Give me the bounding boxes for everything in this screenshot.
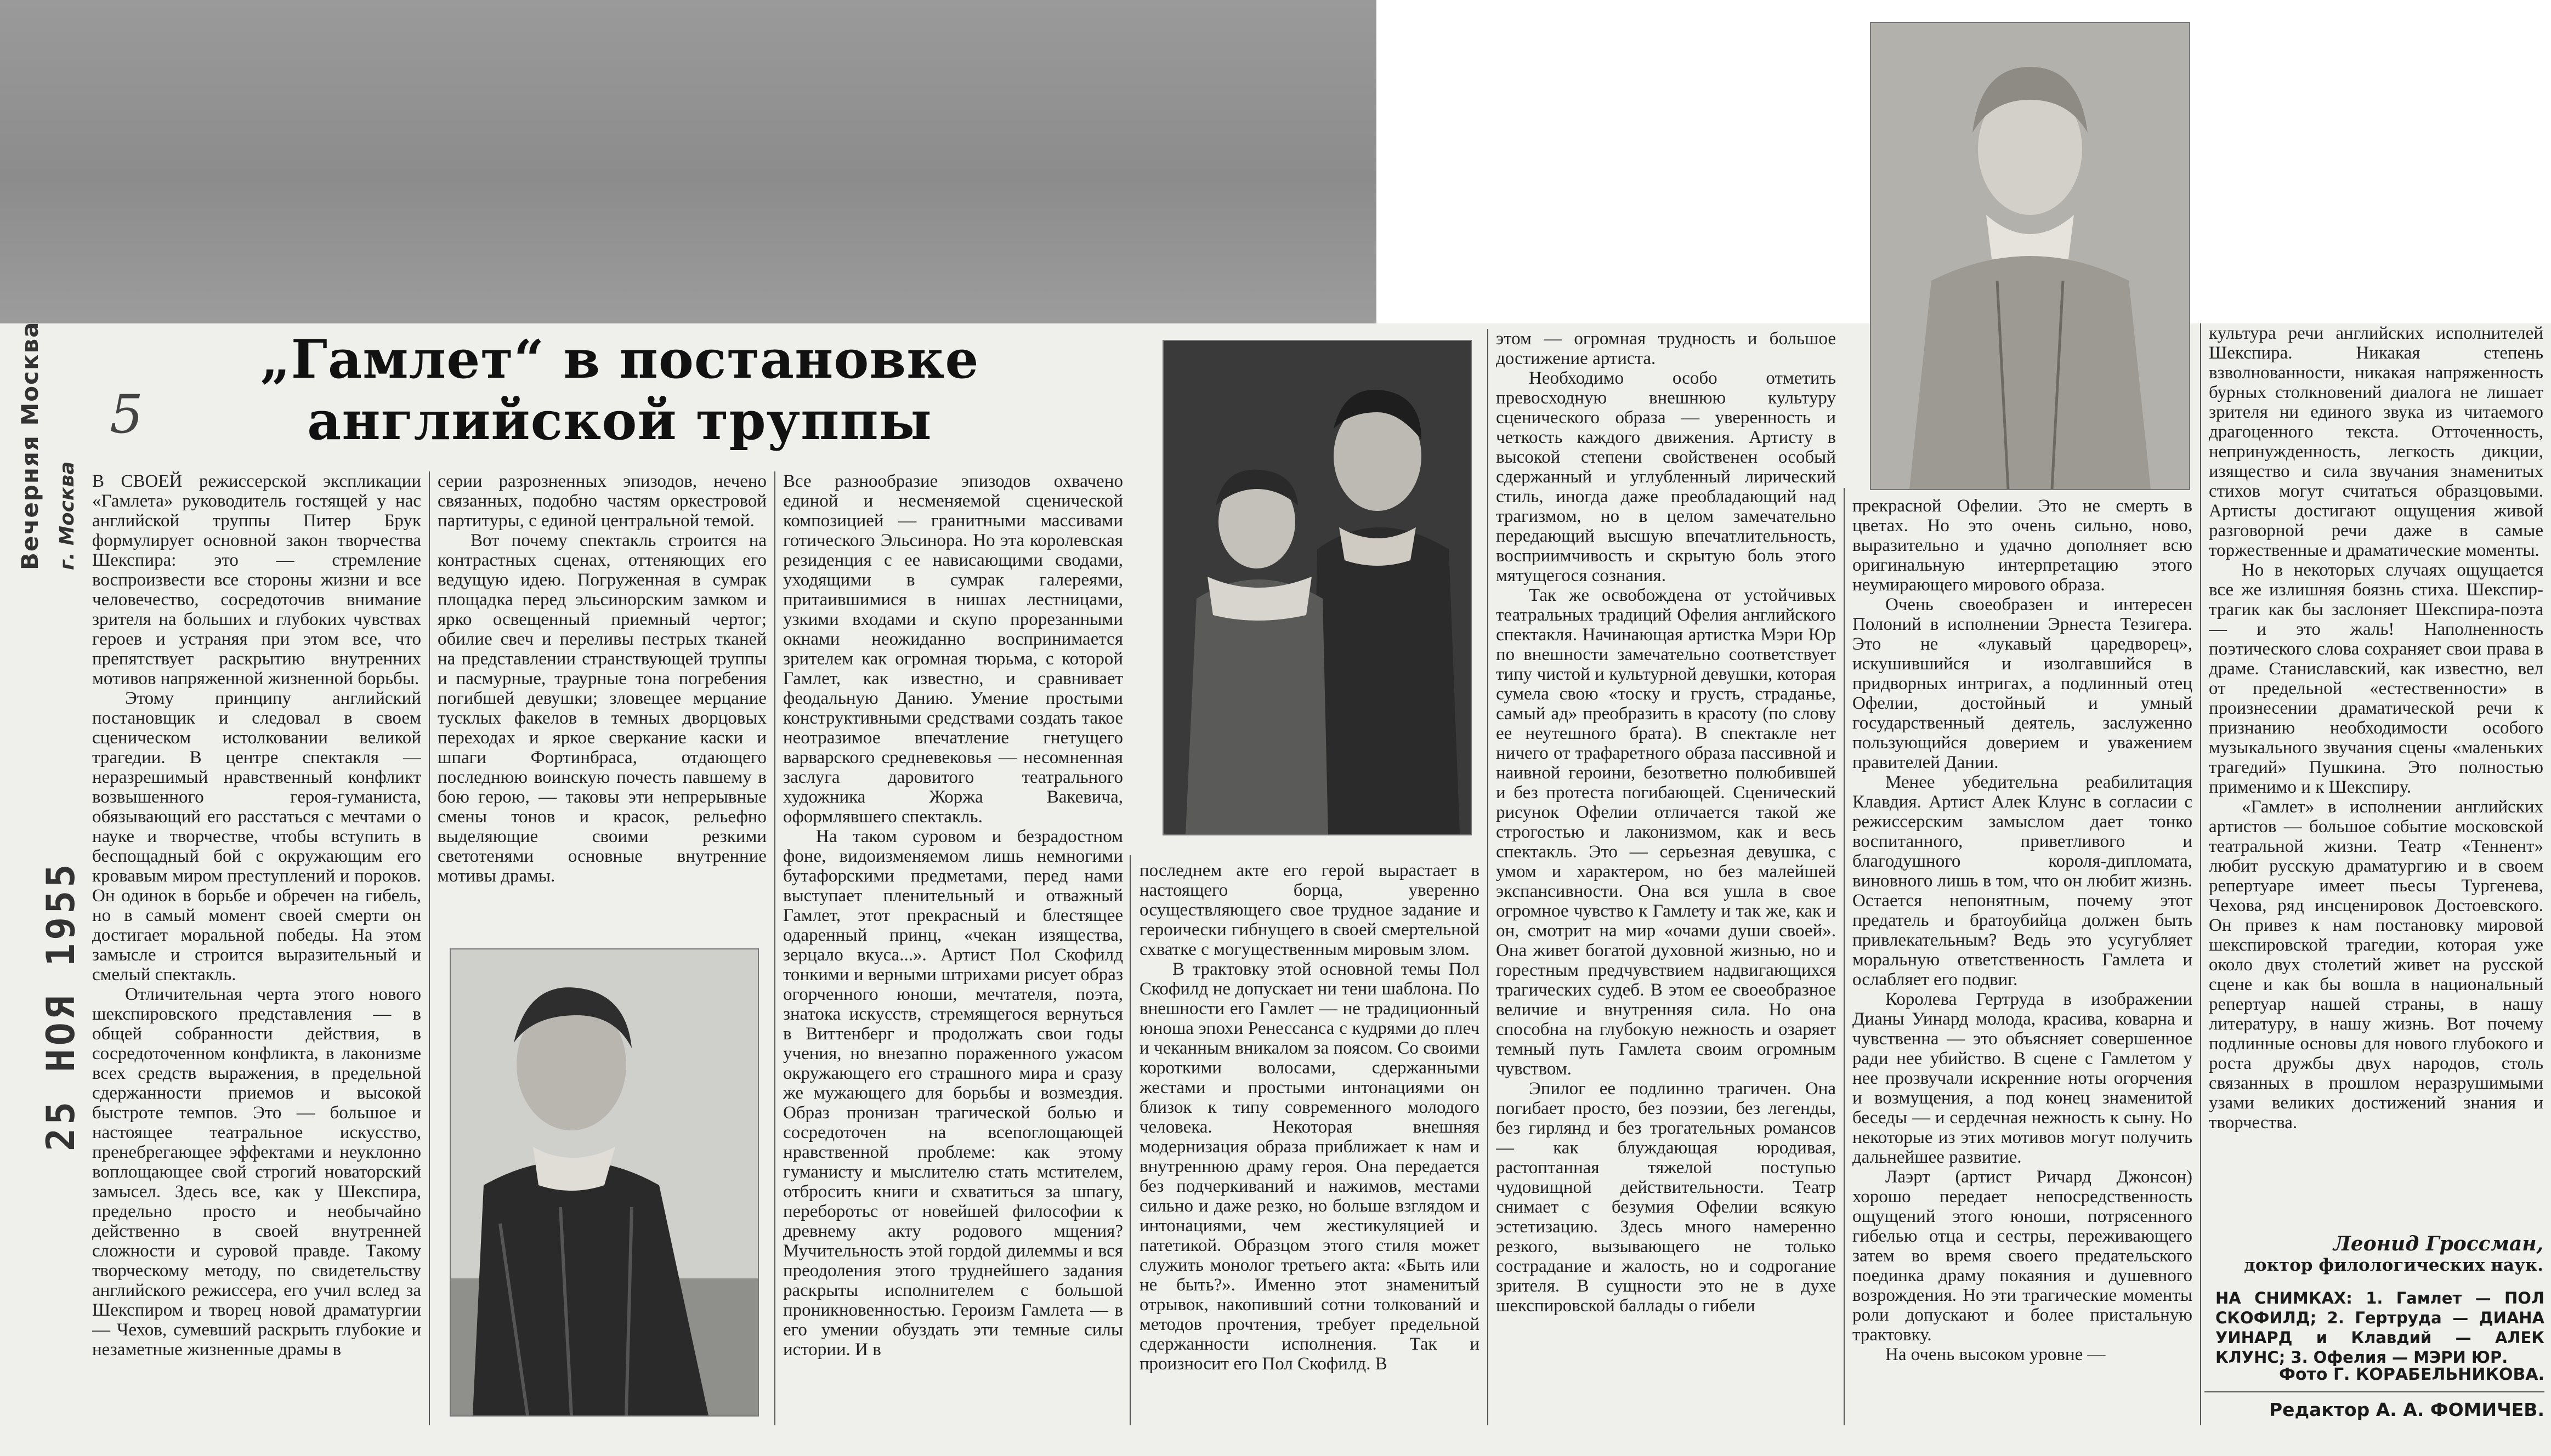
column-rule — [1130, 855, 1131, 1425]
paragraph: Отличительная черта этого нового шекспировского представления — в общей собранности действия, в сосредоточенном конфликта, в лаконизме всех средств выражения, в предельной сдержанности приемов и высокой быстроте темпов. Это — большое и настоящее театральное искусство, пренебрегающее эффектами и неуклонно воплощающее свой строгий новаторский замысел. Здесь все, как у Шекспира, предельно просто и необычайно действенно в своей внутренней сложности и суровой правде. Такому творческому методу, по свидетельству английского режиссера, его учил вслед за Шекспиром и творец новой драматургии — Чехов, сумевший раскрыть глубокие и незаметные жизненные драмы в — [92, 985, 421, 1360]
gertrude-claudius-image — [1164, 341, 1471, 834]
headline-line-2: английской труппы — [307, 390, 932, 452]
article-column-4 — [1140, 861, 1479, 1425]
column-rule — [2200, 323, 2201, 1425]
editor-line: Редактор А. А. ФОМИЧЕВ. — [2269, 1399, 2544, 1420]
column-rule — [1487, 329, 1488, 1425]
paragraph: На очень высоком уровне — — [1885, 1345, 2106, 1364]
paragraph: этом — огромная трудность и большое достижение артиста. — [1496, 329, 1836, 368]
hamlet-portrait-image — [451, 949, 758, 1415]
photo-credit: Фото Г. КОРАБЕЛЬНИКОВА. — [2279, 1365, 2544, 1384]
stamp-date: 25 НОЯ 1955 — [38, 861, 83, 1151]
paragraph: Королева Гертруда в изображении Дианы Уинард молода, красива, коварна и чувственна — это объясняет совершенное ради нее убийство. В сцене с Гамлетом у нее прозвучали искренние ноты огорчения и возмущения, а под конец знаменитой беседы — и сердечная нежность к сыну. Но некоторые из этих мотивов могут получить дальнейшее развитие. — [1852, 989, 2192, 1167]
paragraph: культура речи английских исполнителей Шекспира. Никакая степень взволнованности, никакая напряженность бурных столкновений диалога не лишает зрителя ни единого звука из читаемого драгоценного текста. Отточенность, непринужденность, легкость дикции, изящество и сила звучания знаменитых стихов могут считаться образцовыми. Артисты достигают ощущения живой разговорной речи даже в самые торжественные и драматические моменты. — [2209, 323, 2543, 560]
paragraph: серии разрозненных эпизодов, нечено связанных, подобно частям оркестровой партитуры, с единой центральной темой. — [438, 471, 767, 531]
photo-hamlet — [450, 948, 759, 1417]
paragraph: Так же освобождена от устойчивых театральных традиций Офелия английского спектакля. Начинающая артистка Мэри Юр по внешности замечательно соответствует типу чистой и культурной девушки, которая сумела свою «тоску и грусть, страданье, самый ад» преобразить в красоту (по слову ее неутешного брата). В спектакле нет ничего от трафаретного образа пассивной и наивной героини, безответно полюбившей и без протеста погибающей. Сценический рисунок Офелии отличается такой же строгостью и лаконизмом, как и весь спектакль. Это — серьезная девушка, с умом и характером, но без малейшей экспансивности. Она вся ушла в свое огромное чувство к Гамлету и так же, как и он, смотрит на мир «очами души своей». Она живет богатой духовной жизнью, но и горестным предчувствием надвигающихся трагических судеб. В этом ее своеобразное величие и внутренняя сила. Но она способна на глубокую нежность и озаряет темный путь Гамлета своим огромным чувством. — [1496, 585, 1836, 1079]
article-headline — [208, 329, 1031, 452]
photo-captions: НА СНИМКАХ: 1. Гамлет — ПОЛ СКОФИЛД; 2. Гертруда — ДИАНА УИНАРД и Клавдий — АЛЕК КЛУНС; 3. Офелия — МЭРИ ЮР. — [2215, 1289, 2544, 1367]
column-rule — [774, 471, 775, 1425]
scan-background-band — [0, 0, 1376, 323]
photo-gertrude-claudius — [1163, 340, 1472, 835]
photo-ophelia — [1870, 22, 2190, 490]
article-column-2 — [438, 471, 767, 926]
paragraph: Но в некоторых случаях ощущается все же излишняя боязнь стиха. Шекспир-трагик как бы заслоняет Шекспира-поэта — и это жаль! Наполненность поэтического слова сохраняет свои права в драме. Станиславский, как известно, вел от предельной «естественности» в произнесении драматической речи к признанию необходимости особого музыкального звучания сцены «маленьких трагедий» Пушкина. Это полностью применимо и к Шекспиру. — [2209, 560, 2543, 797]
handwritten-number: 5 — [110, 384, 144, 445]
author-signature — [2209, 1232, 2543, 1275]
paragraph: Лаэрт (артист Ричард Джонсон) хорошо передает непосредственность ощущений этого юноши, потрясенного гибелью отца и сестры, переживающего затем во время своего предательского поединка драму покаяния и душевного возрождения. Но эти трагические моменты роли допускают и более пристальную трактовку. — [1852, 1167, 2192, 1345]
editor-rule — [2204, 1391, 2544, 1392]
article-column-7 — [2209, 323, 2543, 1228]
author-title: доктор филологических наук. — [2244, 1255, 2543, 1275]
author-name: Леонид Гроссман, — [2333, 1232, 2543, 1255]
paragraph: Все разнообразие эпизодов охвачено единой и несменяемой сценической композицией — гранитными массивами готического Эльсинора. Но эта королевская резиденция с ее нависающими сводами, уходящими в сумрак галереями, притаившимися в нишах лестницами, узкими входами и скупо прорезанными окнами неожиданно воспринимается зрителем как огромная тюрьма, с которой Гамлет, как известно, и сравнивает феодальную Данию. Умение простыми конструктивными средствами создать такое неотразимое впечатление гнетущего варварского средневековья — несомненная заслуга даровитого театрального художника Жоржа Вакевича, оформлявшего спектакль. — [783, 471, 1123, 827]
paragraph: Этому принципу английский постановщик и следовал в своем сценическом истолковании великой трагедии. В центре спектакля — неразрешимый нравственный конфликт возвышенного героя-гуманиста, обязывающий его расстаться с мечтами о науке и творчестве, чтобы вступить в беспощадный бой с окружающим его кровавым миром преступлений и пороков. Он одинок в борьбе и обречен на гибель, но в самый момент своей смерти он достигает моральной победы. На этом замысле и строится выразительный и смелый спектакль. — [92, 689, 421, 985]
stamp-paper-name: Вечерняя Москва — [16, 321, 43, 570]
column-rule — [429, 471, 430, 1425]
paragraph: прекрасной Офелии. Это не смерть в цветах. Но это очень сильно, ново, выразительно и удачно дополняет всю оригинальную интерпретацию этого неумирающего мирового образа. — [1852, 496, 2192, 595]
paragraph: Эпилог ее подлинно трагичен. Она погибает просто, без поэзии, без легенды, без гирлянд и без трогательных романсов — как блуждающая юродивая, растоптанная тяжелой поступью чудовищной действительности. Театр снимает с безумия Офелии всякую эстетизацию. Здесь много намеренно резкого, вызывающего не только сострадание и жалость, но и содрогание зрителя. В сущности это не в духе шекспировской баллады о гибели — [1496, 1079, 1836, 1316]
article-column-5 — [1496, 329, 1836, 1425]
paragraph: Очень своеобразен и интересен Полоний в исполнении Эрнеста Тезигера. Это не «лукавый царедворец», искушившийся и изолгавшийся в придворных интригах, а подлинный отец Офелии, достойный и умный государственный деятель, заслуженно пользующийся доверием и уважением правителей Дании. — [1852, 595, 2192, 772]
paragraph: В трактовку этой основной темы Пол Скофилд не допускает ни тени шаблона. По внешности его Гамлет — не традиционный юноша эпохи Ренессанса с кудрями до плеч и чеканным вникалом за поясом. Со своими короткими волосами, сдержанными жестами и простыми интонациями он близок к типу современного молодого человека. Некоторая внешняя модернизация образа приближает к нам и внутреннюю драму героя. Она передается без подчеркиваний и нажимов, местами сильно и даже резко, но больше взглядом и интонациями, чем жестикуляцией и патетикой. Образцом этого стиля может служить монолог третьего акта: «Быть или не быть?». Именно этот знаменитый отрывок, накопивший сотни толкований и методов прочтения, требует предельной сдержанности исполнения. Так и произносит его Пол Скофилд. В — [1140, 959, 1479, 1374]
paragraph: Менее убедительна реабилитация Клавдия. Артист Алек Клунс в согласии с режиссерским замыслом дает тонко воспитанного, приветливого и благодушного короля-дипломата, виновного лишь в том, что он любит жизнь. Остается непонятным, почему этот предатель и братоубийца должен быть привлекательным? Ведь это усугубляет моральную ответственность Гамлета и ослабляет его подвиг. — [1852, 772, 2192, 989]
paragraph: Необходимо особо отметить превосходную внешнюю культуру сценического образа — уверенность и четкость каждого движения. Артисту в высокой степени свойственен особый сдержанный и углубленный лирический стиль, иногда даже преобладающий над трагизмом, но в целом замечательно передающий высшую впечатлительность, восприимчивость и скрытую боль этого мятущегося сознания. — [1496, 368, 1836, 585]
column-rule — [1844, 488, 1845, 1425]
headline-line-1: „Гамлет“ в постановке — [260, 328, 979, 390]
article-column-3 — [783, 471, 1123, 1425]
stamp-city: г. Москва — [56, 461, 78, 570]
paragraph: Вот почему спектакль строится на контрастных сценах, оттеняющих его ведущую идею. Погруженная в сумрак площадка перед эльсинорским замком и ярко освещенный приемный чертог; обилие свеч и переливы пестрых тканей на представлении странствующей труппы и пасмурные, траурные тона погребения погибшей девушки; зловещее мерцание тусклых факелов в темных дворцовых переходах и яркое сверкание каски и шпаги Фортинбраса, отдающего последнюю воинскую почесть павшему в бою герою, — таковы эти непрерывные смены тонов и красок, рельефно выделяющие своими резкими светотенями основные внутренние мотивы драмы. — [438, 531, 767, 886]
paragraph: последнем акте его герой вырастает в настоящего борца, уверенно осуществляющего свое трудное задание и героически гибнущего в своей смертельной схватке с могущественным мировым злом. — [1140, 861, 1479, 959]
paragraph: На таком суровом и безрадостном фоне, видоизменяемом лишь немногими бутафорскими предметами, перед нами выступает пленительный и отважный Гамлет, этот прекрасный и блестящее одаренный принц, «чекан изящества, зерцало вкуса...». Артист Пол Скофилд тонкими и верными штрихами рисует образ огорченного юноши, мечтателя, поэта, знатока искусств, стремящегося вернуться в Виттенберг и продолжать свои годы учения, но внезапно пораженного ужасом окружающего его страшного мира и сразу же мужающего для борьбы и возмездия. Образ пронизан трагической болью и сосредоточен на всепоглощающей нравственной проблеме: как этому гуманисту и мыслителю стать мстителем, отбросить книги и схватиться за шпагу, переборотьс от новейшей философии к древнему акту родового мщения? Мучительность этой гордой дилеммы и вся преодоления этого труднейшего задания раскрыты исполнителем с большой проникновенностью. Героизм Гамлета — в его умении обуздать эти темные силы истории. И в — [783, 827, 1123, 1360]
paragraph: В СВОЕЙ режиссерской экспликации «Гамлета» руководитель гостящей у нас английской труппы Питер Брук формулирует основной закон творчества Шекспира: это — стремление воспроизвести все стороны жизни и все человечество, сосредоточив внимание зрителя на больших и глубоких чувствах героев и устраняя при этом все, что препятствует раскрытию внутренних мотивов напряженной жизненной борьбы. — [92, 471, 421, 689]
article-column-6 — [1852, 496, 2192, 1425]
article-column-1 — [92, 471, 421, 1425]
paragraph: «Гамлет» в исполнении английских артистов — большое событие московской театральной жизни. Театр «Теннент» любит русскую драматургию и в своем репертуаре имеет пьесы Тургенева, Чехова, ряд инсценировок Достоевского. Он привез к нам постановку мировой шекспировской трагедии, которая уже около двух столетий живет на русской сцене и как бы вошла в национальный репертуар нашей страны, в нашу литературу, в нашу жизнь. Вот почему подлинные основы для нового глубокого и роста дружбы двух народов, столь связанных в прошлом неразрушимыми узами великих достижений знания и творчества. — [2209, 797, 2543, 1133]
ophelia-portrait-image — [1871, 23, 2189, 489]
